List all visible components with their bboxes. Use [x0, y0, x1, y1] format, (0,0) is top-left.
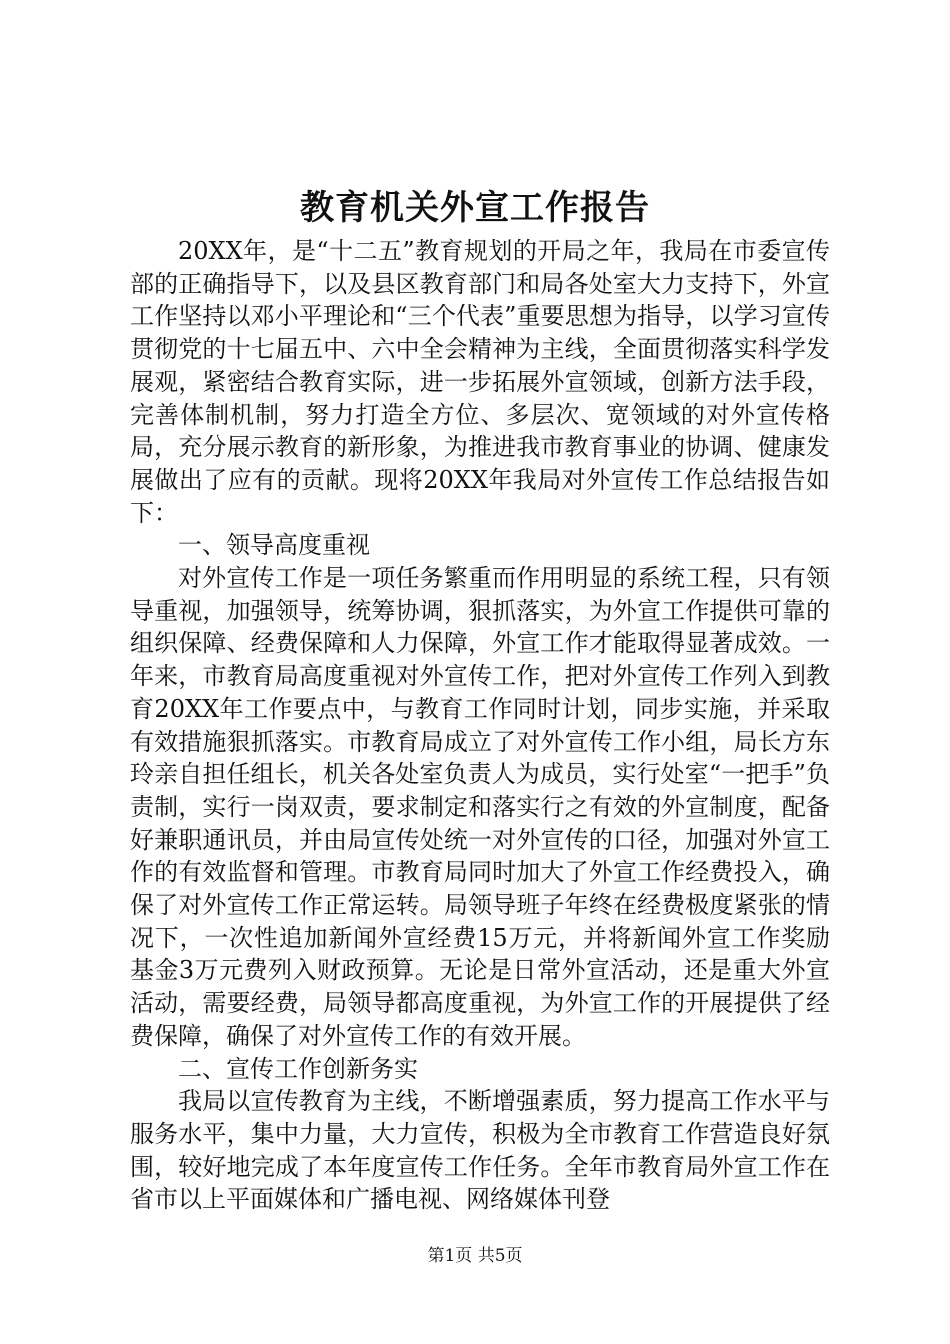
section-paragraph-innovation: 我局以宣传教育为主线，不断增强素质，努力提高工作水平与服务水平，集中力量，大力宣传，积极为全市教育工作营造良好氛围，较好地完成了本年度宣传工作任务。全年市教育局外宣工作在省市以上平面媒体和广播电视、网络媒体刊登	[130, 1087, 830, 1214]
document-body	[130, 235, 830, 1216]
section-heading-leadership: 一、领导高度重视	[178, 531, 370, 560]
page-footer: 第1页 共5页	[427, 1246, 523, 1266]
section-heading-innovation: 二、宣传工作创新务实	[178, 1054, 418, 1083]
intro-paragraph: 20XX年，是“十二五”教育规划的开局之年，我局在市委宣传部的正确指导下，以及县区教育部门和局各处室大力支持下，外宣工作坚持以邓小平理论和“三个代表”重要思想为指导，以学习宣传贯彻党的十七届五中、六中全会精神为主线，全面贯彻落实科学发展观，紧密结合教育实际，进一步拓展外宣领域，创新方法手段，完善体制机制，努力打造全方位、多层次、宽领域的对外宣传格局，充分展示教育的新形象，为推进我市教育事业的协调、健康发展做出了应有的贡献。现将20XX年我局对外宣传工作总结报告如下：	[130, 237, 830, 527]
document-title: 教育机关外宣工作报告	[300, 188, 650, 228]
section-paragraph-leadership: 对外宣传工作是一项任务繁重而作用明显的系统工程，只有领导重视，加强领导，统筹协调，狠抓落实，为外宣工作提供可靠的组织保障、经费保障和人力保障，外宣工作才能取得显著成效。一年来，市教育局高度重视对外宣传工作，把对外宣传工作列入到教育20XX年工作要点中，与教育工作同时计划，同步实施，并采取有效措施狠抓落实。市教育局成立了对外宣传工作小组，局长方东玲亲自担任组长，机关各处室负责人为成员，实行处室“一把手”负责制，实行一岗双责，要求制定和落实行之有效的外宣制度，配备好兼职通讯员，并由局宣传处统一对外宣传的口径，加强对外宣工作的有效监督和管理。市教育局同时加大了外宣工作经费投入，确保了对外宣传工作正常运转。局领导班子年终在经费极度紧张的情况下，一次性追加新闻外宣经费15万元，并将新闻外宣工作奖励基金3万元费列入财政预算。无论是日常外宣活动，还是重大外宣活动，需要经费，局领导都高度重视，为外宣工作的开展提供了经费保障，确保了对外宣传工作的有效开展。	[130, 564, 830, 1050]
